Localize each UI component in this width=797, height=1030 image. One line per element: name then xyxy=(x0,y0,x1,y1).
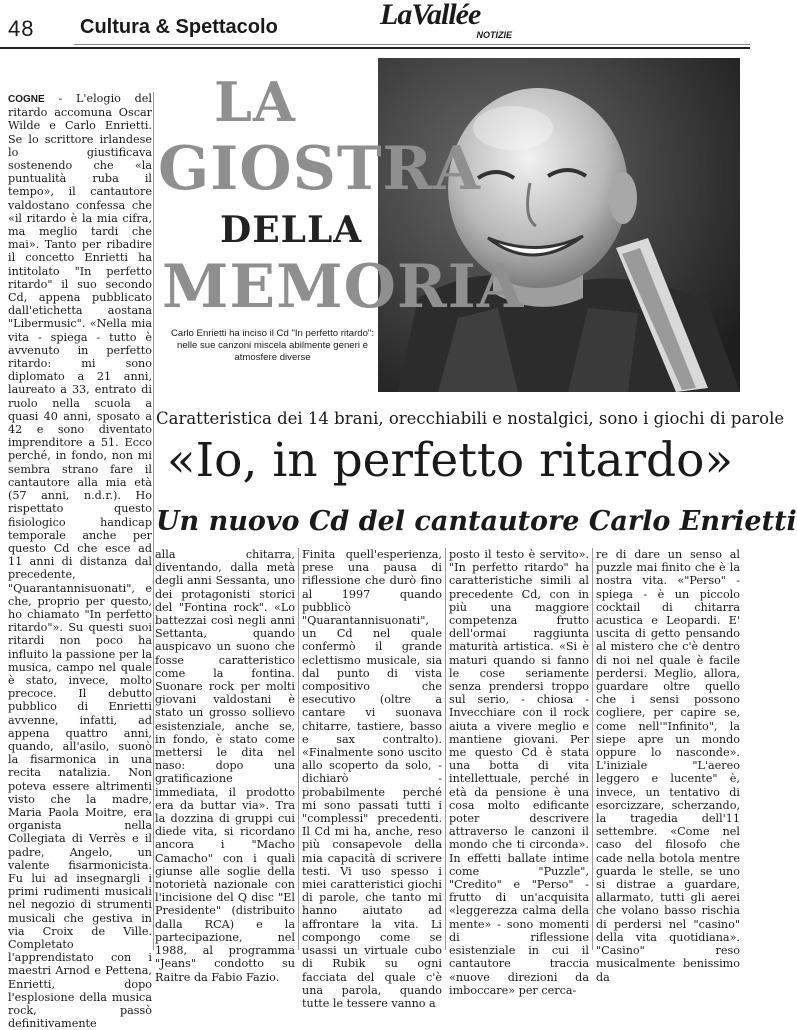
article-column-1: alla chitarra, diventando, dalla metà degli anni Sessanta, uno dei protagonisti storici del "Fontina rock". «Lo battezzai così negli anni Settanta, quando auspicavo un suono che fosse caratteristico come la fontina. Suonare rock per molti giovani valdostani è stato un grosso sollievo esistenziale, anche se, in fondo, è stato come mettersi le dita nel naso: dopo una gratificazione immediata, il prodotto era da buttar via». Tra la dozzina di gruppi cui diede vita, si ricordano ancora i "Macho Camacho" con i quali giunse alle soglie della notorietà nazionale con l'incisione del Q disc "El Presidente" (distribuito dalla RCA) e la partecipazione, nel 1988, al programma "Jeans" condotto su Raitre da Fabio Fazio. xyxy=(155,548,295,984)
column-divider xyxy=(298,548,299,950)
column-divider xyxy=(445,548,446,950)
article-column-3: posto il testo è servito». "In perfetto ritardo" ha caratteristiche simili al precedente Cd, con in più una maggiore competenza frutto dell'ormai raggiunta maturità artistica. «Si è maturi quando si fanno le cose seriamente senza prendersi troppo sul serio, - chiosa - Invecchiare con il rock aiuta a vivere meglio e mantiene giovani. Per me questo Cd è stata una botta di vita intellettuale, perché in età da pensione è una cosa molto edificante poter descrivere attraverso le canzoni il mondo che ti circonda». In effetti ballate intime come "Puzzle", "Credito" e "Perso" - frutto di un'acquisita «leggerezza calma della mente» - sono momenti di riflessione esistenziale in cui il cantautore traccia «nuove direzioni da imboccare» per cerca- xyxy=(449,548,589,997)
masthead-subtitle: NOTIZIE xyxy=(476,30,512,40)
feature-title-line2: GIOSTRA xyxy=(158,134,481,204)
feature-title-line4: MEMORIA xyxy=(162,252,525,322)
article-subhead: Caratteristica dei 14 brani, orecchiabili e nostalgici, sono i giochi di parole xyxy=(156,409,785,428)
article-column-4: re di dare un senso al puzzle mai finito che è la nostra vita. «"Perso" - spiega - è un piccolo cocktail di chitarra acustica e Leopardi. E' uscita di getto pensando al mistero che c'è dentro di noi nel quale è facile perdersi. Meglio, allora, guardare oltre quello che i sensi possono cogliere, per capire se, come nell'"Infinito", la siepe apre un mondo oppure lo nasconde». L'iniziale "L'aereo leggero e lucente" è, invece, un tentativo di esorcizzare, scherzando, la tragedia dell'11 settembre. «Come nel caso del filosofo che cade nella botola mentre guarda le stelle, se uno si distrae a guardare, allarmato, tutti gli aerei che volano basso rischia di perdersi nel "casino" della vita quotidiana». "Casino" reso musicalmente benissimo da xyxy=(596,548,740,984)
page-number: 48 xyxy=(8,16,35,41)
article-column-left xyxy=(8,92,153,1030)
dateline: COGNE xyxy=(8,94,45,105)
feature-title-line1: LA xyxy=(214,70,296,134)
article-column-2: Finita quell'esperienza, prese una pausa di riflessione che durò fino al 1997 quando pubblicò "Quarantannisuonati", un Cd nel quale confermò il grande eclettismo musicale, sia dal punto di vista compositivo che esecutivo (oltre a cantare vi suonava chitarre, tastiere, basso e sax contralto). «Finalmente sono uscito allo scoperto da solo, - dichiarò - probabilmente perché mi sono passati tutti i "complessi" precedenti. Il Cd mi ha, anche, reso più consapevole della mia capacità di scrivere testi. Vi uso spesso i miei caratteristici giochi di parole, che tanto mi hanno aiutato ad affrontare la vita. Li compongo come se usassi un virtuale cubo di Rubik su ogni facciata del quale c'è una parola, quando tutte le tessere vanno a xyxy=(302,548,442,1010)
photo-caption: Carlo Enrietti ha inciso il Cd "In perfetto ritardo": nelle sue canzoni miscela abilmente generi e atmosfere diverse xyxy=(170,328,375,363)
section-title: Cultura & Spettacolo xyxy=(80,16,278,38)
column-divider xyxy=(153,92,154,950)
article-headline: «Io, in perfetto ritardo» xyxy=(166,433,734,488)
column-left-text: - L'elogio del ritardo accomuna Oscar Wilde e Carlo Enrietti. Se lo scrittore irlandese lo giustificava sostenendo che «la puntualità ruba il tempo», il cantautore valdostano confessa che «il ritardo è la mia cifra, ma meglio tardi che mai». Tanto per ribadire il concetto Enrietti ha intitolato "In perfetto ritardo" il suo secondo Cd, appena pubblicato dall'etichetta aostana "Libermusic". «Nella mia vita - spiega - tutto è avvenuto in perfetto ritardo: mi sono diplomato a 21 anni, laureato a 33, entrato di ruolo nella scuola a quasi 40 anni, sposato a 42 e sono diventato imprenditore a 51. Ecco perché, in fondo, non mi sembra strano fare il cantautore alla mia età (57 anni, n.d.r.). Ho rispettato questo fisiologico handicap temporale anche per questo Cd che esce ad 11 anni di distanza dal precedente, "Quarantannisuonati", e che, proprio per questo, ho chiamato "In perfetto ritardo"». Su questi suoi ritardi non poco ha influito la passione per la musica, campo nel quale è stato, invece, molto precoce. Il debutto pubblico di Enrietti avvenne, infatti, ad appena quattro anni, quando, all'asilo, suonò la fisarmonica in una recita natalizia. Non poteva essere altrimenti visto che la madre, Maria Paola Moitre, era organista nella Collegiata di Verrès e il padre, Angelo, un valente fisarmonicista. Fu lui ad insegnargli i primi rudimenti musicali nel negozio di strumenti musicali che gestiva in via Croix de Ville. Completato l'apprendistato con i maestri Arnod e Pettena, Enrietti, dopo l'esplosione della musica rock, passò definitivamente xyxy=(8,92,153,1030)
article-deck: Un nuovo Cd del cantautore Carlo Enrietti xyxy=(156,506,797,537)
column-divider xyxy=(592,548,593,950)
masthead-logo xyxy=(380,0,530,42)
header-rule-thin xyxy=(74,44,750,45)
portrait-photo xyxy=(378,58,740,392)
masthead-title: LaVallée xyxy=(380,0,481,31)
feature-title-line3: DELLA xyxy=(220,209,363,251)
header-rule xyxy=(0,47,750,49)
